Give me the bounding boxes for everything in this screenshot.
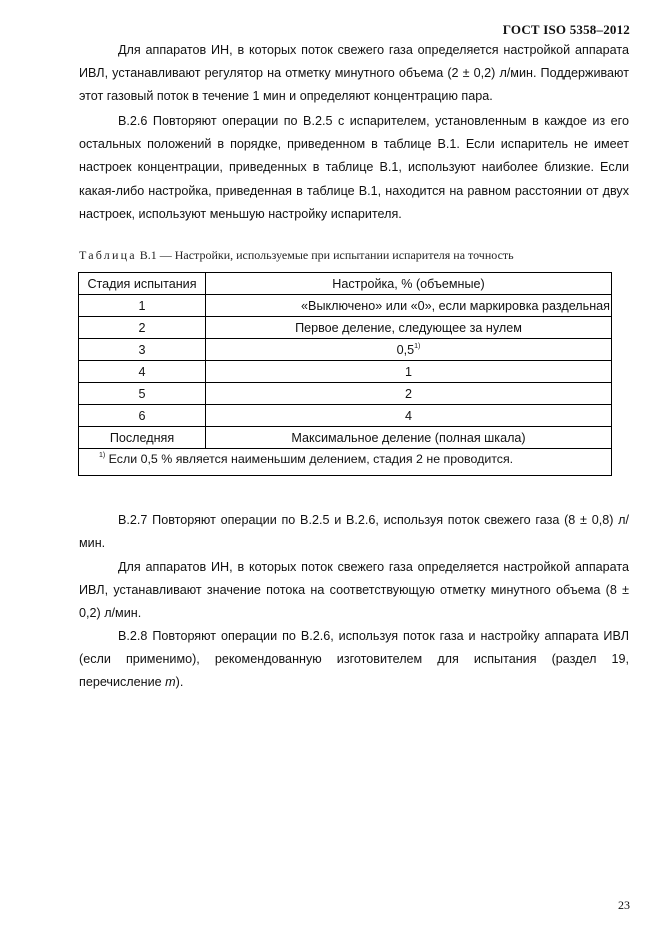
table-row (79, 361, 612, 383)
paragraph-b27: В.2.7 Повторяют операции по В.2.5 и В.2.6, используя поток свежего газа (8 ± 0,8) л/мин. (79, 513, 629, 551)
footnote-ref: 1) (414, 342, 421, 350)
table-row (79, 427, 612, 449)
stage-cell: 3 (79, 339, 206, 361)
footnote-text: Если 0,5 % является наименьшим делением, стадия 2 не проводится. (105, 452, 514, 466)
setting-cell: 4 (206, 405, 612, 427)
table-row (79, 295, 612, 317)
table-caption-title: В.1 — Настройки, используемые при испытании испарителя на точность (136, 248, 514, 262)
paragraph-b28 (79, 625, 629, 695)
table-caption-label: Таблица (79, 248, 137, 262)
table-caption (79, 248, 514, 263)
setting-cell (206, 339, 612, 361)
stage-cell: 4 (79, 361, 206, 383)
table-footnote-row (79, 449, 612, 476)
document-header: ГОСТ ISO 5358–2012 (502, 22, 630, 37)
setting-cell: 1 (206, 361, 612, 383)
paragraph-b28-text: В.2.8 Повторяют операции по В.2.6, используя поток газа и настройку аппарата ИВЛ (если применимо), рекомендованную изготовителем для испытания (раздел 19, перечисление (79, 629, 629, 690)
column-header-stage: Стадия испытания (79, 273, 206, 295)
paragraph-gas-flow-2: Для аппаратов ИН, в которых поток свежего газа определяется настройкой аппарата ИВЛ, устанавливают регулятор на отметку минутного объема (2 ± 0,2) л/мин. Поддерживают этот газовый поток в течение 1 мин и определяют концентрацию пара. (79, 43, 629, 104)
table-row (79, 383, 612, 405)
setting-cell: Первое деление, следующее за нулем (206, 317, 612, 339)
stage-cell: Последняя (79, 427, 206, 449)
enumeration-letter: m (165, 675, 176, 690)
paragraph-b28-end: ). (175, 675, 184, 690)
setting-value: 0,5 (396, 342, 415, 357)
table-row (79, 405, 612, 427)
stage-cell: 5 (79, 383, 206, 405)
paragraph-gas-flow-8: Для аппаратов ИН, в которых поток свежего газа определяется настройкой аппарата ИВЛ, устанавливают значение потока на соответствующую отметку минутного объема (8 ± 0,2) л/мин. (79, 560, 629, 621)
page-number: 23 (618, 898, 630, 912)
setting-cell: Максимальное деление (полная шкала) (206, 427, 612, 449)
stage-cell: 2 (79, 317, 206, 339)
table-header-row (79, 273, 612, 295)
settings-table (78, 272, 612, 476)
setting-cell: «Выключено» или «0», если маркировка раздельная (206, 295, 612, 317)
column-header-setting: Настройка, % (объемные) (206, 273, 612, 295)
stage-cell: 6 (79, 405, 206, 427)
stage-cell: 1 (79, 295, 206, 317)
footnote-mark: 1) (99, 452, 106, 459)
setting-cell: 2 (206, 383, 612, 405)
table-row (79, 317, 612, 339)
paragraph-b26: В.2.6 Повторяют операции по В.2.5 с испарителем, установленным в каждое из его остальных положений в порядке, приведенном в таблице В.1. Если испаритель не имеет настроек концентрации, приведенных в таблице В.1, используют наиболее близкие. Если какая-либо настройка, приведенная в таблице В.1, находится на равном расстоянии от двух настроек, используют меньшую настройку испарителя. (79, 114, 629, 221)
table-footnote (79, 449, 612, 476)
table-row (79, 339, 612, 361)
